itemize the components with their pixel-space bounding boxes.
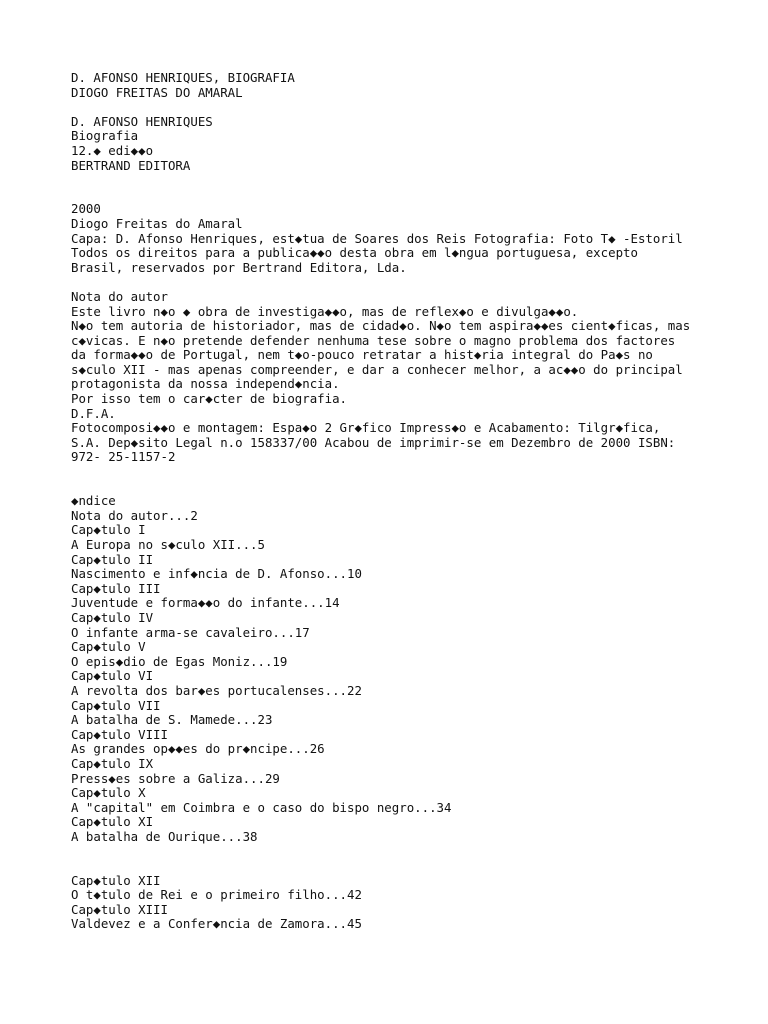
text-line: Todos os direitos para a publica◆◆o desta obra em l◆ngua portuguesa, excepto: [71, 245, 638, 261]
text-line: S.A. Dep◆sito Legal n.o 158337/00 Acabou de imprimir-se em Dezembro de 2000 ISBN:: [71, 434, 676, 450]
text-line: Por isso tem o car◆cter de biografia.: [71, 391, 348, 407]
text-line: Cap◆tulo X: [71, 785, 146, 801]
text-line: [71, 275, 761, 290]
text-line: D. AFONSO HENRIQUES, BIOGRAFIA: [71, 70, 295, 85]
text-line: Cap◆tulo I: [71, 522, 146, 538]
text-line: D. AFONSO HENRIQUES: [71, 113, 213, 129]
text-line: Nascimento e inf◆ncia de D. Afonso...10: [71, 566, 362, 582]
text-line: Valdevez e a Confer◆ncia de Zamora...45: [71, 916, 362, 932]
text-line: O infante arma-se cavaleiro...17: [71, 624, 310, 640]
text-line: s◆culo XII - mas apenas compreender, e dar a conhecer melhor, a ac◆◆o do principal: [71, 361, 683, 377]
text-line: da forma◆◆o de Portugal, nem t◆o-pouco retratar a hist◆ria integral do Pa◆s no: [71, 347, 653, 363]
text-line: A revolta dos bar◆es portucalenses...22: [71, 682, 362, 698]
text-line: Cap◆tulo VI: [71, 668, 154, 684]
text-line: A batalha de S. Mamede...23: [71, 712, 273, 728]
text-line: D.F.A.: [71, 405, 116, 421]
text-line: A Europa no s◆culo XII...5: [71, 537, 265, 552]
text-line: 972- 25-1157-2: [71, 449, 176, 465]
text-line: Press◆es sobre a Galiza...29: [71, 770, 280, 786]
text-line: Cap◆tulo XIII: [71, 901, 168, 917]
text-line: Diogo Freitas do Amaral: [71, 215, 243, 231]
text-line: [71, 465, 761, 480]
text-line: Juventude e forma◆◆o do infante...14: [71, 595, 340, 611]
text-line: Cap◆tulo VIII: [71, 726, 168, 742]
text-line: Cap◆tulo XII: [71, 872, 161, 888]
text-line: A batalha de Ourique...38: [71, 828, 258, 844]
text-line: [71, 188, 761, 203]
text-line: BERTRAND EDITORA: [71, 157, 191, 173]
text-line: [71, 480, 761, 495]
text-line: Nota do autor: [71, 288, 168, 304]
text-line: Cap◆tulo XI: [71, 814, 154, 830]
text-line: Biografia: [71, 128, 139, 144]
document-text: [71, 71, 761, 932]
text-line: 2000: [71, 201, 101, 217]
text-line: Brasil, reservados por Bertrand Editora, Lda.: [71, 259, 407, 275]
text-line: O t◆tulo de Rei e o primeiro filho...42: [71, 887, 362, 903]
text-line: [71, 844, 761, 859]
text-line: ◆ndice: [71, 493, 116, 509]
text-line: protagonista da nossa independ◆ncia.: [71, 376, 340, 392]
text-line: A "capital" em Coimbra e o caso do bispo negro...34: [71, 799, 452, 815]
text-line: Este livro n◆o ◆ obra de investiga◆◆o, mas de reflex◆o e divulga◆◆o.: [71, 303, 579, 319]
text-line: [71, 859, 761, 874]
text-line: N◆o tem autoria de historiador, mas de cidad◆o. N◆o tem aspira◆◆es cient◆ficas, mas: [71, 318, 691, 334]
text-line: [71, 100, 761, 115]
text-line: Cap◆tulo II: [71, 551, 154, 567]
text-line: Cap◆tulo V: [71, 639, 146, 655]
text-line: Nota do autor...2: [71, 507, 198, 523]
text-line: Cap◆tulo VII: [71, 697, 161, 713]
text-line: O epis◆dio de Egas Moniz...19: [71, 653, 288, 669]
text-line: Cap◆tulo III: [71, 580, 161, 596]
text-line: Cap◆tulo IV: [71, 609, 154, 625]
text-line: 12.◆ edi◆◆o: [71, 142, 154, 158]
text-line: c◆vicas. E n◆o pretende defender nenhuma tese sobre o magno problema dos factores: [71, 332, 676, 348]
text-line: Fotocomposi◆◆o e montagem: Espa◆o 2 Gr◆fico Impress◆o e Acabamento: Tilgr◆fica,: [71, 420, 661, 436]
text-line: Capa: D. Afonso Henriques, est◆tua de Soares dos Reis Fotografia: Foto T◆ -Estoril: [71, 230, 683, 246]
text-line: As grandes op◆◆es do pr◆ncipe...26: [71, 741, 325, 757]
text-line: Cap◆tulo IX: [71, 755, 154, 771]
text-line: [71, 173, 761, 188]
text-line: DIOGO FREITAS DO AMARAL: [71, 84, 243, 100]
